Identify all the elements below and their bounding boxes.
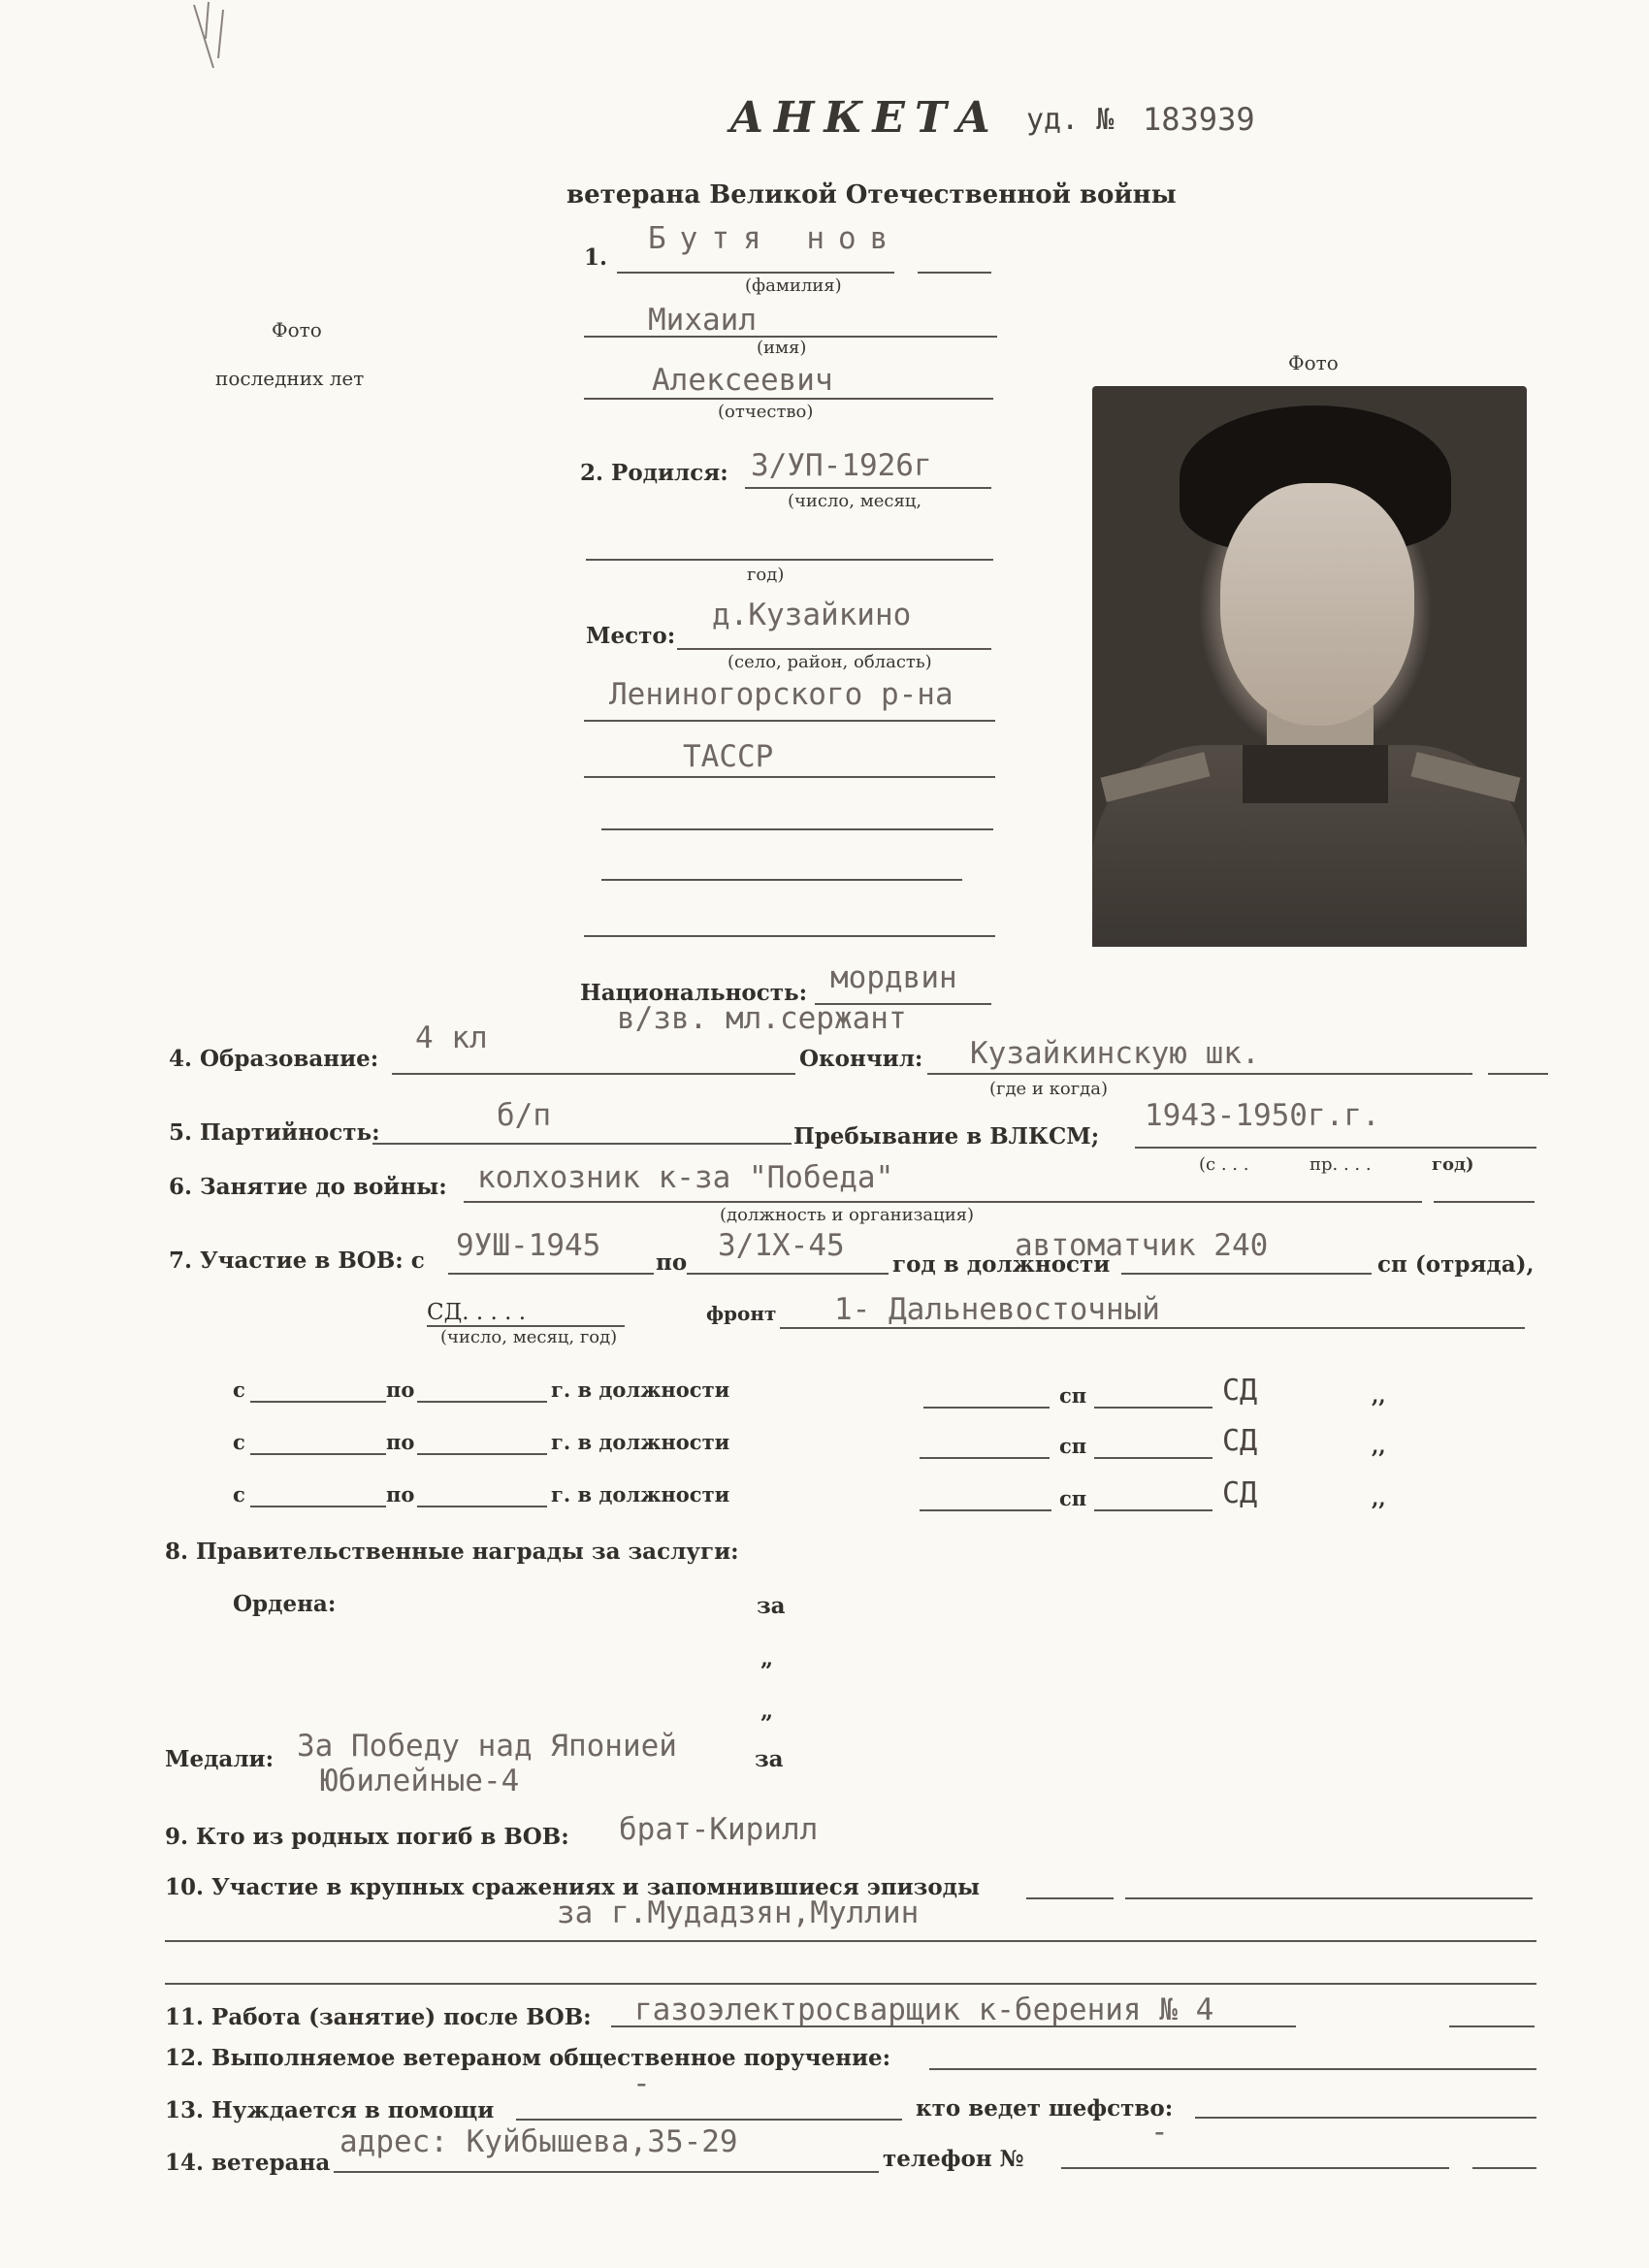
patronymic-value[interactable]: Алексеевич bbox=[652, 363, 833, 398]
rank-value[interactable]: в/зв. мл.сержант bbox=[617, 1001, 907, 1036]
wow-label: 7. Участие в ВОВ: с bbox=[169, 1247, 425, 1274]
rep2-pos-line bbox=[920, 1457, 1050, 1459]
face-shape bbox=[1220, 483, 1414, 726]
surname-line-2 bbox=[918, 272, 991, 274]
awards-label: 8. Правительственные награды за заслуги: bbox=[165, 1539, 739, 1565]
postwar-line bbox=[611, 2025, 1296, 2027]
help-value[interactable]: - bbox=[632, 2066, 651, 2101]
rep3-po: по bbox=[386, 1482, 415, 1507]
phone-value[interactable]: - bbox=[1150, 2115, 1169, 2150]
nationality-value[interactable]: мордвин bbox=[830, 960, 957, 995]
wow-caption: (число, месяц, год) bbox=[440, 1327, 618, 1347]
form-subtitle: ветерана Великой Отечественной войны bbox=[566, 180, 1177, 210]
place-line3-value[interactable]: ТАССР bbox=[683, 739, 774, 774]
rep2-sp: сп bbox=[1059, 1434, 1087, 1458]
ud-label: уд. № bbox=[1026, 103, 1115, 137]
postwar-line-2 bbox=[1449, 2025, 1535, 2027]
wow-to-line bbox=[687, 1273, 889, 1275]
wow-to-value[interactable]: 3/1Х-45 bbox=[718, 1228, 845, 1263]
born-value[interactable]: 3/УП-1926г bbox=[751, 448, 932, 483]
party-line bbox=[372, 1143, 792, 1145]
prewar-line bbox=[464, 1201, 1422, 1203]
rep1-g: г. в должности bbox=[551, 1377, 730, 1402]
blank-line-1 bbox=[601, 828, 993, 830]
blank-line-3 bbox=[584, 935, 995, 937]
education-value[interactable]: 4 кл bbox=[415, 1021, 488, 1055]
wow-position-line bbox=[1121, 1273, 1372, 1275]
prewar-line-2 bbox=[1434, 1201, 1535, 1203]
help-label: 13. Нуждается в помощи bbox=[165, 2097, 495, 2123]
place-value[interactable]: д.Кузайкино bbox=[712, 598, 912, 632]
rep3-c-line bbox=[250, 1506, 386, 1507]
veteran-photo bbox=[1092, 386, 1527, 947]
born-caption-1: (число, месяц, bbox=[788, 491, 922, 511]
battles-line-a bbox=[1026, 1897, 1114, 1899]
rep1-pos-line bbox=[923, 1407, 1050, 1409]
battles-label: 10. Участие в крупных сражениях и запомнившиеся эпизоды bbox=[165, 1874, 981, 1900]
help-line bbox=[516, 2119, 902, 2121]
wow-from-line bbox=[448, 1273, 654, 1275]
nationality-label: Национальность: bbox=[580, 980, 808, 1006]
wow-sp-label: сп (отряда), bbox=[1377, 1251, 1535, 1278]
place-line-3 bbox=[584, 776, 995, 778]
name-value[interactable]: Михаил bbox=[648, 303, 757, 338]
rep2-po-line bbox=[417, 1453, 547, 1455]
vlksm-label: Пребывание в ВЛКСМ; bbox=[793, 1123, 1100, 1150]
wow-sd-label: СД. . . . . bbox=[427, 1300, 527, 1325]
rep2-c: с bbox=[233, 1430, 245, 1454]
duty-line bbox=[929, 2068, 1536, 2070]
party-value[interactable]: б/п bbox=[497, 1098, 551, 1133]
rep1-sp-line bbox=[1094, 1407, 1212, 1409]
vlksm-caption-1: (с . . . bbox=[1199, 1154, 1249, 1175]
education-line bbox=[392, 1073, 795, 1075]
orders-ditto-1: „ bbox=[760, 1645, 774, 1671]
address-line bbox=[334, 2171, 879, 2173]
born-caption-2: год) bbox=[747, 565, 785, 585]
medals-label: Медали: bbox=[165, 1746, 275, 1772]
battles-line-b bbox=[1125, 1897, 1533, 1899]
photo-left-label: Фото bbox=[272, 318, 322, 341]
wow-front-value[interactable]: 1- Дальневосточный bbox=[834, 1292, 1160, 1327]
rep3-sp: сп bbox=[1059, 1486, 1087, 1510]
place-label: Место: bbox=[586, 623, 676, 649]
name-caption: (имя) bbox=[757, 338, 807, 358]
pencil-mark-icon bbox=[184, 0, 242, 78]
rep3-pos-line bbox=[920, 1509, 1051, 1511]
medals-value-1[interactable]: За Победу над Японией bbox=[297, 1729, 677, 1764]
place-line-2 bbox=[584, 720, 995, 722]
phone-line bbox=[1061, 2167, 1449, 2169]
rep1-po-line bbox=[417, 1401, 547, 1403]
address-value[interactable]: адрес: Куйбышева,35-29 bbox=[340, 2124, 738, 2159]
rep1-ditto: ,, bbox=[1372, 1383, 1386, 1408]
place-caption: (село, район, область) bbox=[728, 652, 932, 672]
vlksm-line bbox=[1135, 1147, 1536, 1149]
prewar-value[interactable]: колхозник к-за "Победа" bbox=[477, 1160, 894, 1195]
party-label: 5. Партийность: bbox=[169, 1119, 380, 1146]
rep2-c-line bbox=[250, 1453, 386, 1455]
place-line bbox=[677, 648, 991, 650]
born-year-line bbox=[586, 559, 993, 561]
born-line bbox=[745, 487, 991, 489]
wow-front-label: фронт bbox=[706, 1302, 777, 1325]
blank-line-2 bbox=[601, 879, 962, 881]
rep1-c: с bbox=[233, 1377, 245, 1402]
collar-shape bbox=[1243, 745, 1388, 803]
orders-ditto-2: „ bbox=[760, 1698, 774, 1724]
address-label: 14. ветерана bbox=[165, 2150, 331, 2176]
phone-label: телефон № bbox=[883, 2146, 1024, 2172]
photo-left-sublabel: последних лет bbox=[215, 367, 365, 390]
wow-po-label: по bbox=[656, 1249, 688, 1276]
postwar-label: 11. Работа (занятие) после ВОВ: bbox=[165, 2004, 592, 2030]
rep2-sp-line bbox=[1094, 1457, 1212, 1459]
surname-value[interactable]: Бутя нов bbox=[648, 221, 902, 256]
prewar-label: 6. Занятие до войны: bbox=[169, 1174, 447, 1200]
rep3-ditto: ,, bbox=[1372, 1486, 1386, 1510]
rep1-po: по bbox=[386, 1377, 415, 1402]
duty-label: 12. Выполняемое ветераном общественное поручение: bbox=[165, 2045, 891, 2071]
education-label: 4. Образование: bbox=[169, 1046, 379, 1072]
patron-line bbox=[1195, 2117, 1536, 2119]
wow-position-value[interactable]: автоматчик 240 bbox=[1015, 1228, 1269, 1263]
rep1-c-line bbox=[250, 1401, 386, 1403]
battles-value[interactable]: за г.Мудадзян,Муллин bbox=[557, 1895, 920, 1930]
medals-value-2[interactable]: Юбилейные-4 bbox=[320, 1764, 520, 1798]
ud-number: 183939 bbox=[1143, 101, 1255, 138]
orders-za-1: за bbox=[757, 1593, 786, 1619]
rep3-sd: СД bbox=[1222, 1476, 1258, 1510]
finished-line bbox=[927, 1073, 1472, 1075]
killed-value[interactable]: брат-Кирилл bbox=[619, 1812, 819, 1847]
surname-caption: (фамилия) bbox=[745, 275, 842, 296]
rep3-c: с bbox=[233, 1482, 245, 1507]
patron-label: кто ведет шефство: bbox=[916, 2095, 1174, 2122]
patronymic-caption: (отчество) bbox=[718, 402, 814, 422]
postwar-value[interactable]: газоэлектросварщик к-берения № 4 bbox=[634, 1993, 1214, 2027]
finished-line-2 bbox=[1488, 1073, 1548, 1075]
rep3-g: г. в должности bbox=[551, 1482, 730, 1507]
rep3-sp-line bbox=[1094, 1509, 1212, 1511]
photo-right-label: Фото bbox=[1288, 351, 1339, 374]
wow-from-value[interactable]: 9УШ-1945 bbox=[456, 1228, 601, 1263]
finished-label: Окончил: bbox=[799, 1046, 923, 1072]
finished-caption: (где и когда) bbox=[989, 1079, 1108, 1099]
battles-line-3 bbox=[165, 1983, 1536, 1985]
wow-front-line bbox=[780, 1327, 1525, 1329]
rep1-sp: сп bbox=[1059, 1383, 1087, 1408]
vlksm-caption-2: пр. . . . bbox=[1310, 1154, 1372, 1175]
medals-za: за bbox=[755, 1746, 784, 1772]
killed-label: 9. Кто из родных погиб в ВОВ: bbox=[165, 1824, 569, 1850]
field-1-number: 1. bbox=[584, 244, 608, 271]
orders-label: Ордена: bbox=[233, 1591, 337, 1617]
rep2-ditto: ,, bbox=[1372, 1434, 1386, 1458]
phone-line-2 bbox=[1472, 2167, 1536, 2169]
rep2-g: г. в должности bbox=[551, 1430, 730, 1454]
rep1-sd: СД bbox=[1222, 1374, 1258, 1408]
form-title: АНКЕТА bbox=[729, 93, 1001, 143]
battles-line-2 bbox=[165, 1940, 1536, 1942]
rep2-po: по bbox=[386, 1430, 415, 1454]
born-label: 2. Родился: bbox=[580, 460, 728, 486]
surname-line bbox=[617, 272, 894, 274]
wow-god-label: год в должности bbox=[892, 1251, 1111, 1278]
rep2-sd: СД bbox=[1222, 1424, 1258, 1458]
place-line2-value[interactable]: Лениногорского р-на bbox=[609, 677, 954, 712]
patronymic-line bbox=[584, 398, 993, 400]
finished-value[interactable]: Кузайкинскую шк. bbox=[970, 1036, 1260, 1071]
prewar-caption: (должность и организация) bbox=[720, 1205, 975, 1225]
rep3-po-line bbox=[417, 1506, 547, 1507]
vlksm-value[interactable]: 1943-1950г.г. bbox=[1145, 1098, 1380, 1133]
vlksm-caption-3: год) bbox=[1432, 1154, 1474, 1175]
